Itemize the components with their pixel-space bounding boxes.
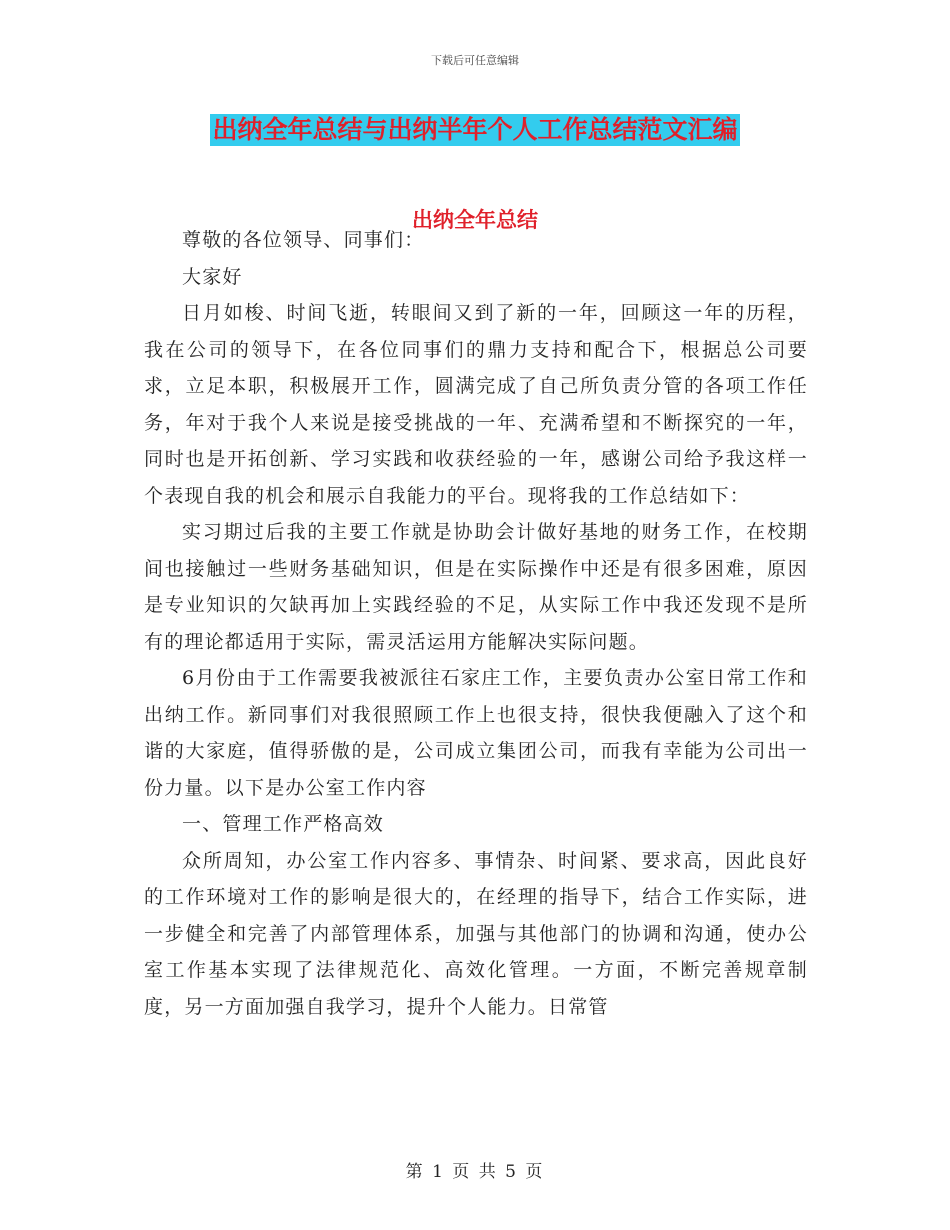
salutation-paragraph: 尊敬的各位领导、同事们： bbox=[182, 229, 425, 251]
main-title: 出纳全年总结与出纳半年个人工作总结范文汇编 bbox=[212, 115, 738, 144]
document-body bbox=[144, 222, 808, 1025]
body-paragraph: 实习期过后我的主要工作就是协助会计做好基地的财务工作，在校期间也接触过一些财务基础知识，但是在实际操作中还是有很多困难，原因是专业知识的欠缺再加上实践经验的不足，从实际工作中我还发现不是所有的理论都适用于实际，需灵活运用方能解决实际问题。 bbox=[144, 521, 808, 653]
body-paragraph: 日月如梭、时间飞逝，转眼间又到了新的一年，回顾这一年的历程，我在公司的领导下，在各位同事们的鼎力支持和配合下，根据总公司要求，立足本职，积极展开工作，圆满完成了自己所负责分管的各项工作任务，年对于我个人来说是接受挑战的一年、充满希望和不断探究的一年，同时也是开拓创新、学习实践和收获经验的一年，感谢公司给予我这样一个表现自我的机会和展示自我能力的平台。现将我的工作总结如下： bbox=[144, 302, 808, 507]
page-header-note: 下载后可任意编辑 bbox=[431, 54, 519, 67]
body-paragraph: 众所周知，办公室工作内容多、事情杂、时间紧、要求高，因此良好的工作环境对工作的影响是很大的，在经理的指导下，结合工作实际，进一步健全和完善了内部管理体系，加强与其他部门的协调和沟通，使办公室工作基本实现了法律规范化、高效化管理。一方面，不断完善规章制度，另一方面加强自我学习，提升个人能力。日常管 bbox=[144, 849, 808, 1018]
section-title: 出纳全年总结 bbox=[412, 208, 538, 232]
greeting-paragraph: 大家好 bbox=[182, 265, 243, 288]
section-heading-paragraph: 一、管理工作严格高效 bbox=[182, 813, 385, 835]
main-title-container bbox=[0, 114, 950, 146]
body-paragraph: 6月份由于工作需要我被派往石家庄工作，主要负责办公室日常工作和出纳工作。新同事们对我很照顾工作上也很支持，很快我便融入了这个和谐的大家庭，值得骄傲的是，公司成立集团公司，而我有幸能为公司出一份力量。以下是办公室工作内容 bbox=[144, 667, 808, 799]
page-number-footer: 第 1 页 共 5 页 bbox=[405, 1162, 545, 1182]
